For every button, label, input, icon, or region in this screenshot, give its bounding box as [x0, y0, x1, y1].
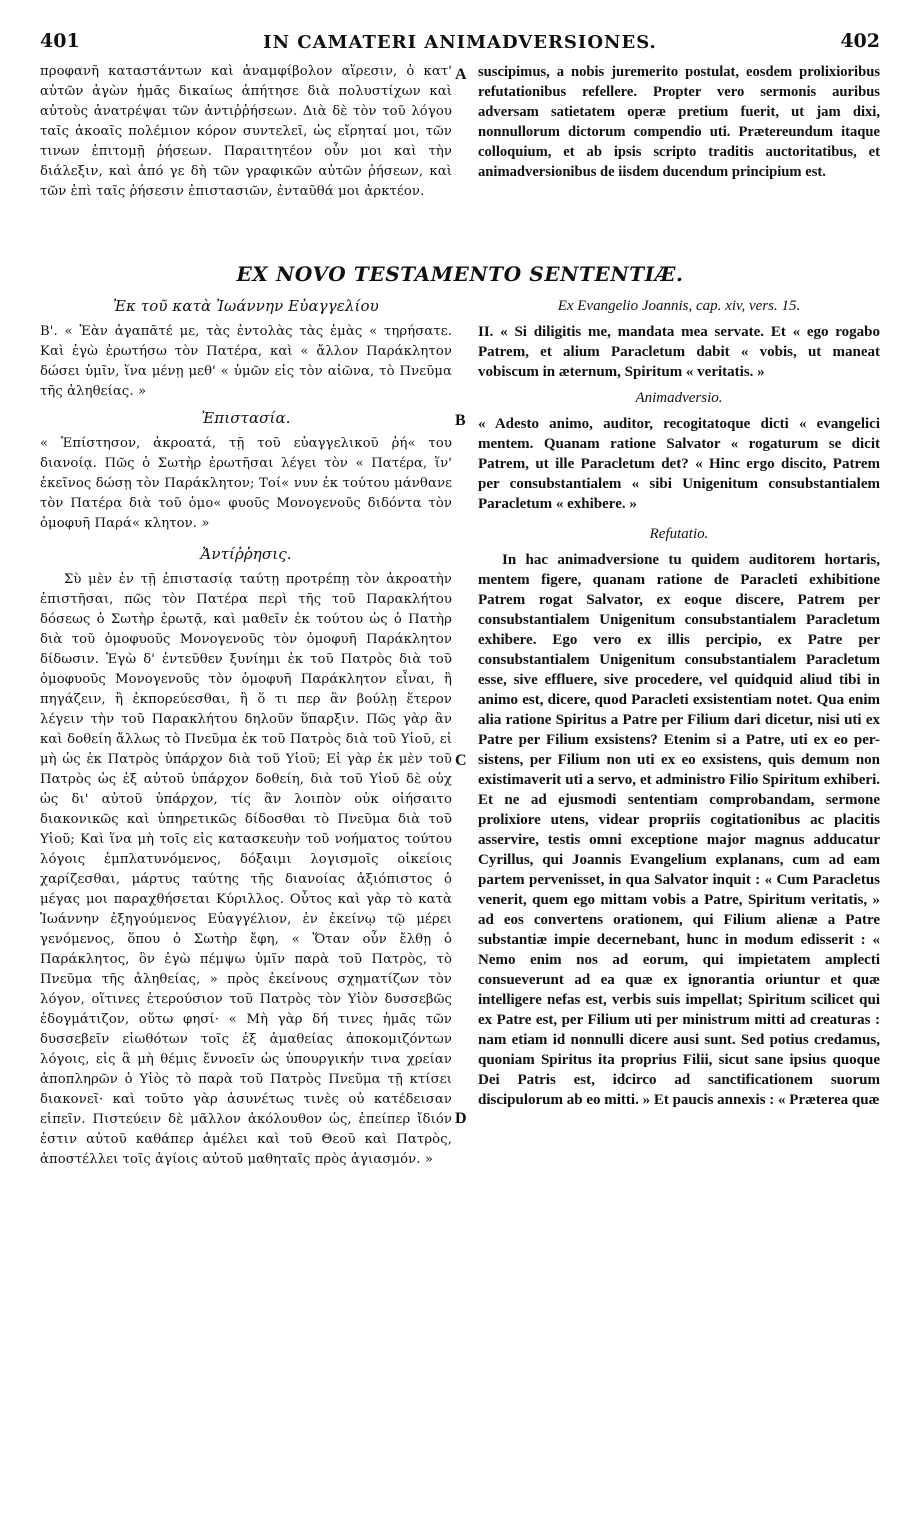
greek-objection: « Ἐπίστησον, ἀκροατά, τῇ τοῦ εὐαγγελικοῦ ῥή« του διανοίᾳ. Πῶς ὁ Σωτὴρ ἐρωτῆσαι λέγει τὸν « Πατέρα, ἵν' ἐκεῖνος δώσῃ τὸν Παράκλητον; Τοί« νυν ἐκ τούτου μάνθανε τὸν Πατέρα διὰ τοῦ ὁμο« φυοῦς Μονογενοῦς διδόντα τὸν ὁμοφυῆ Παρά« κλητον. » — [40, 436, 452, 531]
margin-marker-c: C — [455, 752, 467, 769]
greek-source-title: Ἐκ τοῦ κατὰ Ἰωάννην Εὐαγγελίου — [113, 297, 379, 315]
margin-marker-a: A — [455, 66, 467, 83]
greek-column — [40, 296, 452, 1170]
latin-refutation: In hac animadversione tu quidem auditorem hortaris, mentem figere, quanam ratione de Paracleti exhibitione Patrem rogat Salvator, ex eoque discere, Patrem per consubstantialem Unigenitum consubstantialem Paracletum exhibere. Ego vero ex illis percipio, ex Patre per consubstantialem Unigenitum consubstantialem Paracletum esse, sive effluere, sive procedere, vel quidquid aliud tibi in animo est, dicere, quod Paracleti exsistentiam notet. Qua enim alia ratione Spiritus a Patre per Filium dari dicetur, nisi uti ex Patre per Filium exsistens? Etenim si a Patre, uti ex eo per-sistens, per Filium non uti ex eo exsistens, quis demum non existimaverit uti a servo, et administro Filio Spiritum exhiberi. Et ne ad ejusmodi sententiam comprobandam, sermone prolixiore utens, videar propriis cogitationibus ac placitis asservire, testis omni exceptione major magnus adducatur Cyrillus, qui Joannis Evangelium explanans, cum ad eam partem pervenisset, in qua Salvator inquit : « Cum Paracletus venerit, quem ego mittam vobis a Patre, Spiritum veritatis, » ad eos convertens orationem, qui Filium alienæ a Patre substantiæ impie decernebant, hunc in modum edisserit : « Nemo enim nos ad eorum, qui impietatem amplecti consueverunt ad ea quæ ex ignorantia oriuntur et quæ intelligere nefas est, verbis suis impellat; Spiritum scilicet qui ex Patre est, per Filium uti per ministrum mitti ad creaturas : nam etiam id nonnulli dicere ausi sunt. Sed potius credamus, quoniam Spiritus ita proprius Filii, sicut sane ipsius quoque Dei Patris est, idcirco ad sanctificationem suorum discipulorum ab eo mitti. » Et paucis annexis : « Præterea quæ — [478, 552, 880, 1108]
page-number-left: 401 — [40, 30, 80, 52]
greek-objection-title: Ἐπιστασία. — [201, 409, 291, 427]
latin-column — [478, 296, 880, 1110]
page-number-right: 402 — [840, 30, 880, 52]
section-title: EX NOVO TESTAMENTO SENTENTIÆ. — [236, 262, 684, 286]
margin-marker-d: D — [455, 1110, 467, 1127]
page-header — [40, 30, 880, 58]
latin-objection-title: Animadversio. — [635, 390, 723, 406]
intro-latin-text: suscipimus, a nobis juremerito postulat, eosdem prolixioribus refutationibus refellere. Propter vero sermonis auribus adversam satietatem operæ pretium fuerit, ut jam dixi, nonnullorum dictorum compendio uti. Prætereundum itaque colloquium, et ab ipsis scripto traditis auctoritatibus, et animadversionibus de iisdem ducendum principium est. — [478, 64, 880, 180]
greek-citation: Β'. « Ἐὰν ἀγαπᾶτέ με, τὰς ἐντολὰς τὰς ἐμὰς « τηρήσατε. Καὶ ἐγὼ ἐρωτήσω τὸν Πατέρα, καὶ « ἄλλον Παράκλητον δώσει ὑμῖν, ἵνα μένῃ μεθ' « ὑμῶν εἰς τὸν αἰῶνα, τὸ Πνεῦμα τῆς ἀληθείας. » — [40, 324, 452, 399]
intro-latin-column — [478, 62, 880, 182]
latin-citation: II. « Si diligitis me, mandata mea servate. Et « ego rogabo Patrem, et alium Paracletum dabit « vobis, ut maneat vobiscum in æternum, Spiritum « veritatis. » — [478, 324, 880, 380]
latin-objection: « Adesto animo, auditor, recogitatoque dicti « evangelici mentem. Quanam ratione Salvator « rogaturum se dicit Patrem, ut ille Paracletum det? « Hinc ergo discito, Patrem per consubstantialem « sibi Unigenitum consubstantialem Paracletum « exhibere. » — [478, 416, 880, 512]
intro-greek-column — [40, 62, 452, 202]
latin-refutation-title: Refutatio. — [649, 526, 709, 542]
greek-refutation-title: Ἀντίῤῥησις. — [200, 545, 292, 563]
greek-refutation: Σὺ μὲν ἐν τῇ ἐπιστασίᾳ ταύτῃ προτρέπῃ τὸν ἀκροατὴν ἐπιστῆσαι, πῶς τὸν Πατέρα περὶ τῆς τοῦ Παρακλήτου δόσεως ὁ Σωτὴρ ἐρωτᾷ, καὶ μαθεῖν ἐκ τούτου ὡς ὁ Πατὴρ διὰ τοῦ ὁμοφυοῦς Μονογενοῦς τὸν ὁμοφυῆ Παράκλητον δίδωσιν. Ἐγὼ δ' ἐντεῦθεν ξυνίημι ἐκ τοῦ Πατρὸς διὰ τοῦ ὁμοφυοῦς Μονογενοῦς τὸν ὁμοφυῆ Παράκλητον εἶναι, ἢ πηγάζειν, ἢ ἐκπορεύεσθαι, ἢ ὅ τι περ ἂν βούλῃ ἕτερον λέγειν τὴν τοῦ Παρακλήτου δηλοῦν ὕπαρξιν. Πῶς γὰρ ἂν καὶ δοθείη ἄλλως τὸ Πνεῦμα ἐκ τοῦ Πατρὸς διὰ τοῦ Υἱοῦ, εἰ μὴ ὡς ἐκ Πατρὸς ὑπάρχον διὰ τοῦ Υἱοῦ; Εἰ γὰρ ἐκ μὲν τοῦ Πατρὸς ὡς ἐξ αὐτοῦ ὑπάρχον δοθείη, διὰ τοῦ Υἱοῦ δὲ οὐχ ὡς δι' αὐτοῦ ὑπάρχον, τίς ἂν λοιπὸν οὐκ οἰήσαιτο διακονικῶς καὶ ὑπηρετικῶς δίδοσθαι τὸ Πνεῦμα διὰ τοῦ Υἱοῦ; Καὶ ἵνα μὴ τοῖς εἰς κατασκευὴν τοῦ νοήματος τούτου λόγοις ἐμπλατυνόμενος, δόξαιμι λογισμοῖς οἰκείοις χαρίζεσθαι, μάρτυς ταύτης τῆς διανοίας ἀξιόπιστος ὁ μέγας μοι παραχθήσεται Κύριλλος. Οὗτος καὶ γὰρ τὸ κατὰ Ἰωάννην ἐξηγούμενος Εὐαγγέλιον, ἐν ἐκείνῳ τῷ μέρει γενόμενος, ὅπου ὁ Σωτὴρ ἔφη, « Ὅταν οὖν ἔλθῃ ὁ Παράκλητος, ὃν ἐγὼ πέμψω ὑμῖν παρὰ τοῦ Πατρὸς, τὸ Πνεῦμα τῆς ἀληθείας, » πρὸς ἐκείνους σχηματίζων τὸν λόγον, οἵτινες ἑτερούσιον τοῦ Πατρὸς τὸν Υἱὸν δυσσεβῶς ἐδογμάτιζον, οὕτω φησί· « Μὴ γὰρ δή τινες ἡμᾶς τῶν δυσσεβεῖν εἰωθότων τοῖς ἐξ ἀμαθείας ἀποκομιζόντων λόγοις, εἰς ἃ μὴ θέμις ἔννοεῖν ὡς ὑπουργικήν τινα χρείαν ἀποπληρῶν ὁ Υἱὸς τὸ παρὰ τοῦ Πατρὸς Πνεῦμα τῇ κτίσει διακονεῖ· καὶ τοῦτο γὰρ ἀσυνέτως τινὲς οὐ κατέδεισαν εἰπεῖν. Πιστεύειν δὲ μᾶλλον ἀκόλουθον ὡς, ἐπείπερ ἴδιόν ἐστιν αὐτοῦ καθάπερ ἀμέλει καὶ τοῦ Θεοῦ καὶ Πατρὸς, ἀποστέλλει τοῖς ἁγίοις αὐτοῦ μαθηταῖς πρὸς ἁγιασμόν. » — [40, 572, 452, 1167]
running-head: IN CAMATERI ANIMADVERSIONES. — [263, 32, 657, 53]
latin-source-title: Ex Evangelio Joannis, cap. xiv, vers. 15. — [557, 298, 801, 314]
margin-marker-b: B — [455, 412, 466, 429]
intro-greek-text: προφανῆ καταστάντων καὶ ἀναμφίβολον αἵρεσιν, ὁ κατ' αὐτῶν ἀγὼν ἡμᾶς δικαίως ἀπήτησε διὰ πολυστίχων καὶ αὐτοὺς ἀνατρέψαι τῶν ἀντιῤῥήσεων. Διὰ δὲ τὸν τοῦ λόγου ταῖς ἀκοαῖς πολέμιον κόρον συντελεῖ, ὡς εἴρηταί μοι, τῶν τινων ἐπιτομῇ ῥήσεων. Παραιτητέον οὖν μοι καὶ τὴν διάλεξιν, καὶ ἀπό γε δὴ τῶν γραφικῶν αὐτῶν ῥήσεων, καὶ τῶν ἐπὶ ταῖς ῥήσεσιν ἐπιστασιῶν, ἐνταῦθά μοι ἀρκτέον. — [40, 64, 452, 199]
